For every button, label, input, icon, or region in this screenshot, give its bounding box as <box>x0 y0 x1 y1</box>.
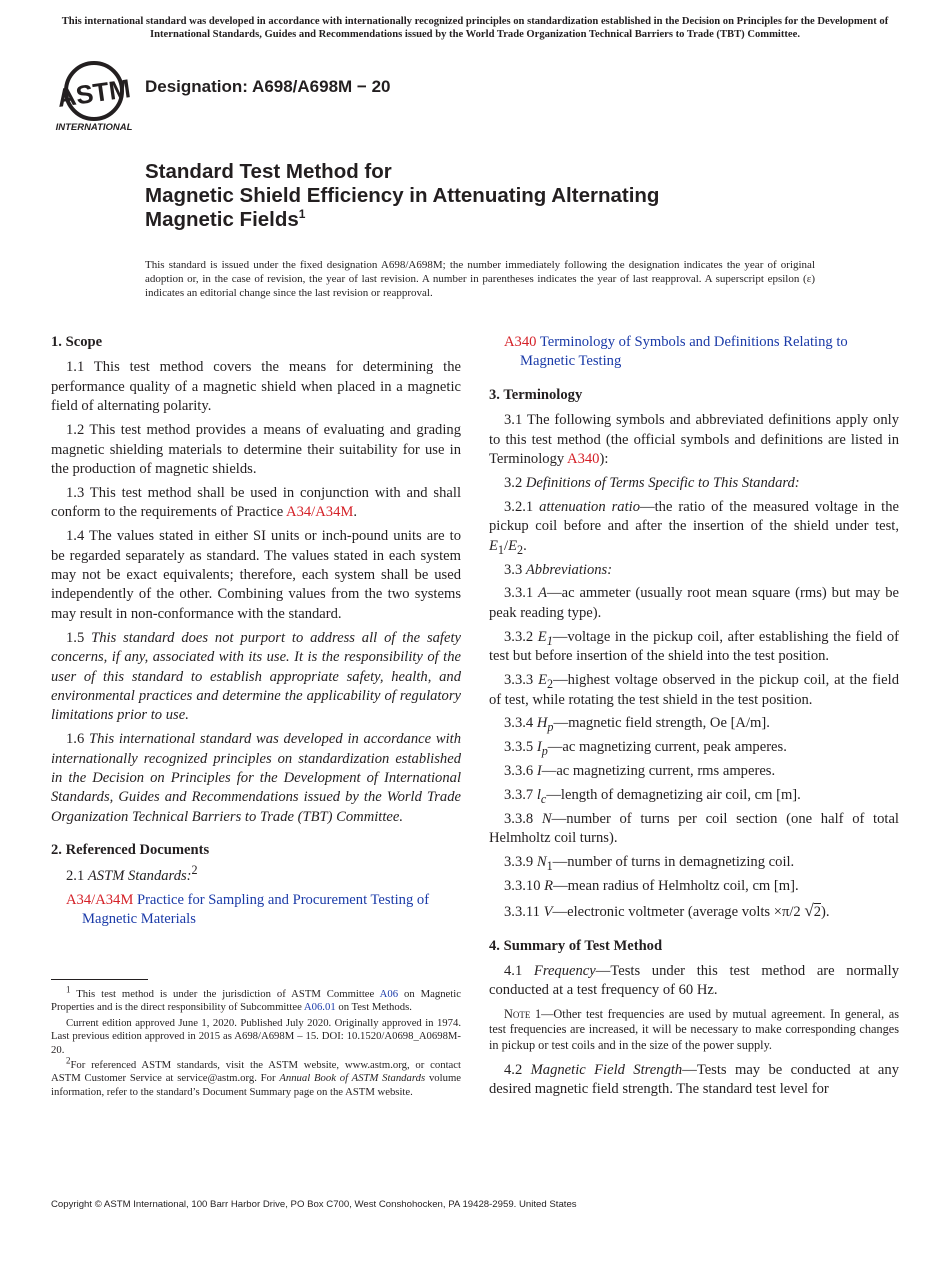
reference-a340[interactable]: A340 Terminology of Symbols and Definitions Relating to Magnetic Testing <box>504 334 848 370</box>
paragraph-3-2-1: 3.2.1 attenuation ratio—the ratio of the measured voltage in the pickup coil before and after the insertion of the shield under test, $E_1/E_2$. <box>489 498 900 557</box>
abbrev-3-3-8: 3.3.8 N—number of turns per coil section (one half of total Helmholtz coil turns). <box>489 811 899 847</box>
abbrev-3-3-7: 3.3.7 $l_c—length$ of demagnetizing air coil, cm [m]. <box>504 787 801 807</box>
astm-logo <box>52 58 136 134</box>
link-a06[interactable]: A06 <box>379 988 399 1000</box>
paragraph-1-6: 1.6 This international standard was developed in accordance with internationally recognized principles on standardization established in the Decision on Principles for the Development of International Standards, Guides and Recommendations issued by the World Trade Organization Technical Barriers to Trade (TBT) Committee. <box>51 731 462 825</box>
copyright-notice: Copyright © ASTM International, 100 Barr Harbor Drive, PO Box C700, West Conshohocken, PA 19428-2959. United States <box>51 1199 577 1210</box>
left-column <box>51 333 461 933</box>
paragraph-1-2: 1.2 This test method provides a means of evaluating and grading magnetic shielding materials to determine their suitability for use in the production of magnetic shields. <box>51 422 461 477</box>
right-column <box>489 333 899 1104</box>
section-heading-terminology: 3. Terminology <box>489 386 583 403</box>
paragraph-4-2: 4.2 Magnetic Field Strength—Tests may be conducted at any desired magnetic field strength. The standard test level for <box>489 1062 899 1098</box>
footnotes <box>51 984 461 1101</box>
abbrev-3-3-6: 3.3.6 I—ac magnetizing current, rms amperes. <box>504 763 776 780</box>
link-a06-01[interactable]: A06.01 <box>303 1001 336 1014</box>
paragraph-1-1: 1.1 This test method covers the means for determining the performance quality of a magnetic shield when placed in a magnetic field of alternating polarity. <box>51 359 461 415</box>
title-footnote-mark[interactable]: 1 <box>298 207 306 222</box>
link-a340[interactable]: A340 <box>567 451 600 468</box>
section-heading-referenced: 2. Referenced Documents <box>51 842 210 859</box>
designation: Designation: A698/A698M − 20 <box>145 77 391 96</box>
footnote-1: $^1$ This test method is under the jurisdiction of ASTM Committee A06 on Magnetic Properties and is the direct responsibility of Subcommittee A06.01 on Test Methods. <box>51 984 461 1014</box>
paragraph-3-1: 3.1 The following symbols and abbreviated definitions apply only to this test method (the official symbols and definitions are listed in Terminology A340): <box>489 412 899 468</box>
title-line-1: Standard Test Method for <box>145 160 392 183</box>
paragraph-3-3: 3.3 Abbreviations: <box>504 561 613 578</box>
paragraph-1-4: 1.4 The values stated in either SI units or inch-pound units are to be regarded separately as standard. The values stated in each system may not be exact equivalents; therefore, each system shall be used independently of the other. Combining values from the two systems may result in non-conformance with the standard. <box>51 528 461 622</box>
abbrev-3-3-5: 3.3.5 $I_p—ac$ magnetizing current, peak amperes. <box>504 739 787 759</box>
footnote-edition: Current edition approved June 1, 2020. Published July 2020. Originally approved in 1974. Last previous edition approved in 2015 as A698/A698M – 15. DOI: 10.1520/A0698_A0698M-20. <box>51 1016 461 1056</box>
abbrev-3-3-9: 3.3.9 $N_1—number$ of turns in demagnetizing coil. <box>504 854 795 874</box>
top-standard-note: This international standard was developed in accordance with internationally recognized principles on standardization established in the Decision on Principles for the Development of International Standards, Guides and Recommendations issued by the World Trade Organization Technical Barriers to Trade (TBT) Committee. <box>61 16 889 40</box>
footnote-mark-2[interactable]: 2 <box>191 862 198 877</box>
abbrev-3-3-3: 3.3.3 $E_2—highest$ voltage observed in the pickup coil, at the field of test, while rotating the test shield in the test position. <box>489 672 899 708</box>
reference-a34[interactable]: A34/A34M Practice for Sampling and Procurement Testing of Magnetic Materials <box>66 891 430 927</box>
footnote-divider <box>51 979 148 980</box>
abbrev-3-3-2: 3.3.2 $E_1—voltage$ in the pickup coil, after establishing the field of test but before insertion of the shield into the test position. <box>489 628 899 665</box>
link-a34[interactable]: A34/A34M <box>286 504 354 521</box>
issued-note: This standard is issued under the fixed designation A698/A698M; the number immediately following the designation indicates the year of original adoption or, in the case of revision, the year of last revision. A number in parentheses indicates the year of last reapproval. A superscript epsilon (ε) indicates an editorial change since the last revision or reapproval. <box>145 259 815 299</box>
section-heading-scope: 1. Scope <box>51 334 103 350</box>
abbrev-3-3-10: 3.3.10 R—mean radius of Helmholtz coil, cm [m]. <box>504 878 799 895</box>
svg-text:ASTM: ASTM <box>55 73 133 113</box>
document-title <box>145 160 865 232</box>
svg-text:INTERNATIONAL: INTERNATIONAL <box>55 122 133 133</box>
abbrev-3-3-11: 3.3.11 V—electronic voltmeter (average volts ×π/2 √2). <box>504 901 830 921</box>
title-line-3: Magnetic Fields$^1$ <box>145 207 306 231</box>
section-heading-summary: 4. Summary of Test Method <box>489 937 663 954</box>
paragraph-1-3: 1.3 This test method shall be used in conjunction with and shall conform to the requirements of Practice A34/A34M. <box>51 484 461 521</box>
abbrev-3-3-1: 3.3.1 A—ac ammeter (usually root mean square (rms) but may be peak reading type). <box>489 585 899 621</box>
paragraph-4-1: 4.1 Frequency—Tests under this test method are normally conducted at a test frequency of 60 Hz. <box>489 962 899 999</box>
paragraph-3-2: 3.2 Definitions of Terms Specific to This Standard: <box>504 474 800 491</box>
title-line-2: Magnetic Shield Efficiency in Attenuating Alternating <box>145 184 660 207</box>
footnote-2: $^2$For referenced ASTM standards, visit the ASTM website, www.astm.org, or contact ASTM Customer Service at service@astm.org. For Annual Book of ASTM Standards volume information, refer to the standard’s Document Summary page on the ASTM website. <box>51 1055 461 1098</box>
note-1: Note 1—Other test frequencies are used by mutual agreement. In general, as test frequencies are increased, it will be necessary to make corresponding changes in pickup or test coils and in the size of the power supply. <box>489 1006 899 1052</box>
paragraph-1-5: 1.5 This standard does not purport to address all of the safety concerns, if any, associated with its use. It is the responsibility of the user of this standard to establish appropriate safety, health, and environmental practices and determine the applicability of regulatory limitations prior to use. <box>51 629 461 724</box>
paragraph-2-1: 2.1 ASTM Standards:$^2$ <box>66 862 198 884</box>
abbrev-3-3-4: 3.3.4 $H_p—magnetic$ field strength, Oe [A/m]. <box>504 715 770 735</box>
